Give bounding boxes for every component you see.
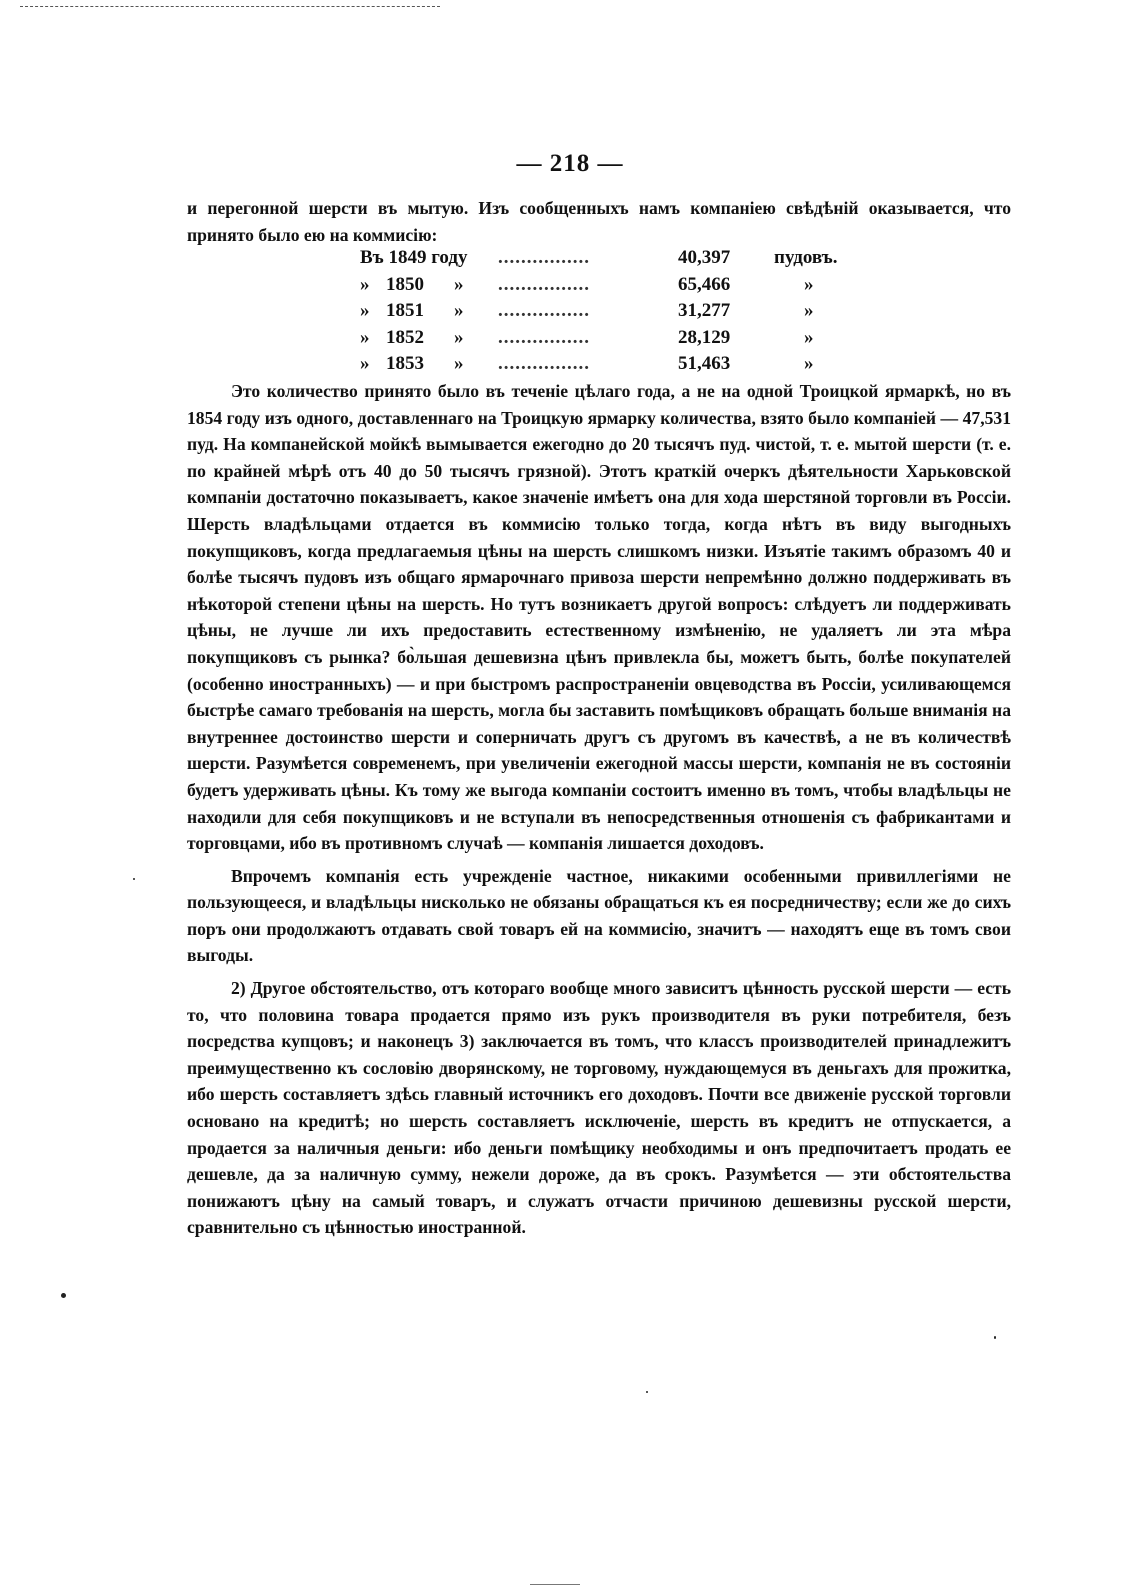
ditto-mark: » bbox=[454, 326, 464, 348]
scan-speck bbox=[133, 878, 135, 880]
year-number: 1850 bbox=[386, 273, 424, 295]
ditto-mark: » bbox=[360, 353, 370, 375]
wool-intake-table bbox=[360, 245, 838, 378]
page-number: — 218 — bbox=[516, 150, 624, 177]
paragraph: Это количество принято было въ теченіе цѣлаго года, а не на одной Троицкой ярмаркѣ, но въ 1854 году изъ одного, доставленнаго на Троицкую ярмарку количества, взято было компаніей — 47,531 пуд. На компанейской мойкѣ вымывается ежегодно до 20 тысячъ пуд. чистой, т. е. мытой шерсти (т. е. по крайней мѣрѣ отъ 40 до 50 тысячъ грязной). Этотъ краткій очеркъ дѣятельности Харьковской компаніи достаточно показываетъ, какое значеніе имѣетъ она для хода шерстяной торговли въ Россіи. Шерсть владѣльцами отдается въ коммисію только тогда, когда нѣтъ въ виду выгодныхъ покупщиковъ, когда предлагаемыя цѣны на шерсть слишкомъ низки. Изъятіе такимъ образомъ 40 и болѣе тысячъ пудовъ изъ общаго ярмарочнаго привоза шерсти непремѣнно должно поддерживать въ нѣкоторой степени цѣны на шерсть. Но тутъ возникаетъ другой вопросъ: слѣдуетъ ли поддерживать цѣны, не лучше ли ихъ предоставить естественному измѣненію, не удаляетъ ли эта мѣра покупщиковъ съ рынка? бо̀льшая дешевизна цѣнъ привлекла бы, можетъ быть, болѣе покупателей (особенно иностранныхъ) — и при быстромъ распространеніи овцеводства въ Россіи, усиливающемся быстрѣе самаго требованія на шерсть, могла бы заставить помѣщиковъ обращать больше вниманія на внутреннее достоинство шерсти и соперничать другъ съ другомъ въ качествѣ, а не въ количествѣ шерсти. Разумѣется современемъ, при увеличеніи ежегодной массы шерсти, компанія не въ состояніи будетъ удерживать цѣны. Къ тому же выгода компаніи состоитъ именно въ томъ, чтобы владѣльцы не находили для себя покупщиковъ и не вступали въ непосредственныя отношенія съ фабрикантами и торговцами, ибо въ противномъ случаѣ — компанія лишается доходовъ. bbox=[187, 381, 1011, 854]
table-row bbox=[360, 325, 838, 352]
value-cell: 31,277 bbox=[678, 300, 731, 322]
leader-dots: ................ bbox=[498, 273, 590, 295]
leader-dots: ................ bbox=[498, 300, 590, 322]
unit-cell: пудовъ. bbox=[774, 247, 838, 269]
ditto-mark: » bbox=[360, 326, 370, 348]
body-text bbox=[187, 378, 1011, 1241]
ditto-mark: » bbox=[804, 273, 814, 295]
ditto-mark: » bbox=[454, 273, 464, 295]
unit-cell bbox=[774, 298, 838, 325]
leader-dots: ................ bbox=[498, 353, 590, 375]
paragraph: Впрочемъ компанія есть учрежденіе частное, никакими особенными привиллегіями не пользующееся, и владѣльцы нисколько не обязаны обращаться къ ея посредничеству; если же до сихъ поръ они продолжаютъ отдавать свой товаръ ей на коммисію, значитъ — находятъ еще въ томъ свои выгоды. bbox=[187, 865, 1011, 966]
value-cell: 40,397 bbox=[678, 247, 731, 269]
scan-speck bbox=[994, 1336, 996, 1339]
year-cell bbox=[360, 325, 498, 352]
scan-speck bbox=[646, 1391, 648, 1393]
ditto-mark: » bbox=[454, 300, 464, 322]
value-cell: 65,466 bbox=[678, 273, 731, 295]
year-cell bbox=[360, 351, 498, 378]
year-number: 1853 bbox=[386, 353, 424, 375]
year-cell: Въ 1849 году bbox=[360, 247, 468, 269]
intro-text: и перегонной шерсти въ мытую. Изъ сообщенныхъ намъ компаніею свѣдѣній оказывается, что принято было ею на коммисію: bbox=[187, 198, 1011, 245]
year-cell bbox=[360, 272, 498, 299]
table-row bbox=[360, 272, 838, 299]
unit-cell bbox=[774, 272, 838, 299]
unit-cell bbox=[774, 325, 838, 352]
leader-dots: ................ bbox=[498, 247, 590, 269]
year-number: 1852 bbox=[386, 326, 424, 348]
leader-dots: ................ bbox=[498, 326, 590, 348]
ditto-mark: » bbox=[804, 300, 814, 322]
ditto-mark: » bbox=[360, 273, 370, 295]
value-cell: 51,463 bbox=[678, 353, 731, 375]
ditto-mark: » bbox=[804, 353, 814, 375]
table-row bbox=[360, 245, 838, 272]
ditto-mark: » bbox=[454, 353, 464, 375]
scan-edge-line bbox=[20, 6, 440, 9]
intro-paragraph bbox=[187, 195, 1011, 248]
ditto-mark: » bbox=[804, 326, 814, 348]
unit-cell bbox=[774, 351, 838, 378]
table-row bbox=[360, 298, 838, 325]
value-cell: 28,129 bbox=[678, 326, 731, 348]
table-row bbox=[360, 351, 838, 378]
year-cell bbox=[360, 298, 498, 325]
scan-speck bbox=[61, 1293, 66, 1298]
ditto-mark: » bbox=[360, 300, 370, 322]
scan-edge-line bbox=[530, 1584, 580, 1586]
paragraph: 2) Другое обстоятельство, отъ котораго вообще много зависитъ цѣнность русской шерсти — есть то, что половина товара продается прямо изъ рукъ производителя въ руки потребителя, безъ посредства купцовъ; и наконецъ 3) заключается въ томъ, что классъ производителей принадлежитъ преимущественно къ сословію дворянскому, не торговому, нуждающемуся въ деньгахъ для прожитка, ибо шерсть составляетъ здѣсь главный источникъ его доходовъ. Почти все движеніе русской торговли основано на кредитѣ; но шерсть составляетъ исключеніе, шерсть въ кредитъ не отпускается, а продается за наличныя деньги: ибо деньги помѣщику необходимы и онъ предпочитаетъ продать ее дешевле, да за наличную сумму, нежели дороже, да въ срокъ. Разумѣется — эти обстоятельства понижаютъ цѣну на самый товаръ, и служатъ отчасти причиною дешевизны русской шерсти, сравнительно съ цѣнностью иностранной. bbox=[187, 978, 1011, 1238]
year-number: 1851 bbox=[386, 300, 424, 322]
